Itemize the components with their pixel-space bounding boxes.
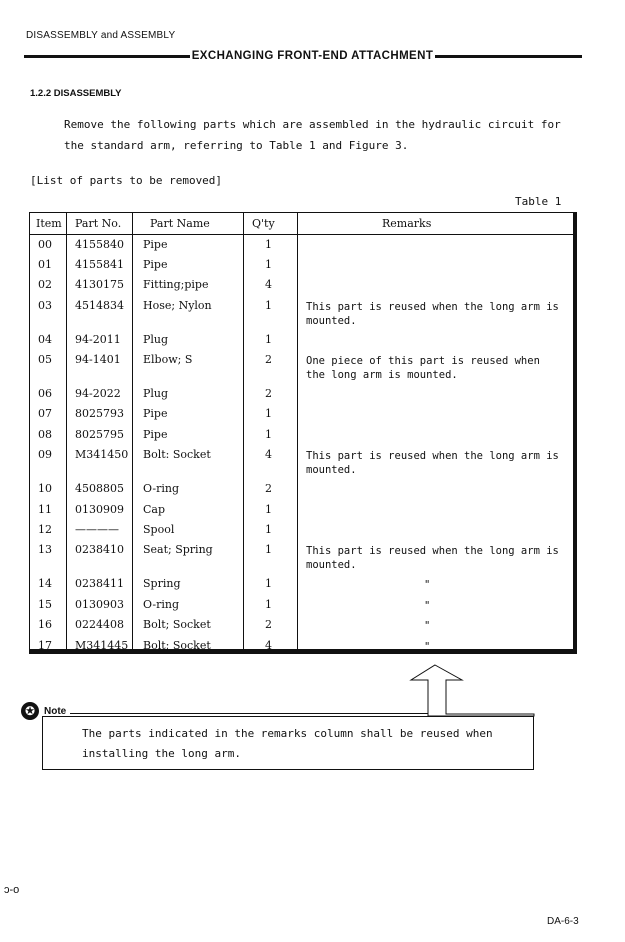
cell-part-name: Pipe bbox=[143, 238, 168, 251]
cell-item: 07 bbox=[38, 407, 52, 420]
cell-item: 11 bbox=[38, 503, 52, 516]
cell-qty: 1 bbox=[265, 523, 272, 536]
cell-remarks: This part is reused when the long arm is mounted. bbox=[306, 450, 559, 476]
cell-item: 08 bbox=[38, 428, 52, 441]
cell-qty: 1 bbox=[265, 577, 272, 590]
cell-part-no: 0238410 bbox=[75, 543, 124, 556]
running-title: DISASSEMBLY and ASSEMBLY bbox=[26, 30, 176, 41]
cell-remarks: " bbox=[424, 620, 431, 632]
table-label: Table 1 bbox=[515, 195, 562, 208]
page-code: DA-6-3 bbox=[547, 916, 579, 927]
cell-item: 15 bbox=[38, 598, 52, 611]
note-line: installing the long arm. bbox=[82, 747, 241, 760]
cell-item: 10 bbox=[38, 482, 52, 495]
cell-item: 00 bbox=[38, 238, 52, 251]
cell-qty: 4 bbox=[265, 448, 272, 461]
note-line: The parts indicated in the remarks column shall be reused when bbox=[82, 727, 493, 740]
cell-item: 14 bbox=[38, 577, 52, 590]
cell-item: 04 bbox=[38, 333, 52, 346]
cell-item: 17 bbox=[38, 639, 52, 652]
cell-part-name: Hose; Nylon bbox=[143, 299, 212, 312]
cell-qty: 1 bbox=[265, 598, 272, 611]
cell-part-no: M341445 bbox=[75, 639, 129, 652]
cell-part-no: 8025795 bbox=[75, 428, 124, 441]
cell-item: 06 bbox=[38, 387, 52, 400]
cell-part-no: 4130175 bbox=[75, 278, 124, 291]
cell-qty: 1 bbox=[265, 503, 272, 516]
section-heading: 1.2.2 DISASSEMBLY bbox=[30, 88, 122, 99]
cell-qty: 4 bbox=[265, 639, 272, 652]
cell-item: 03 bbox=[38, 299, 52, 312]
cell-qty: 2 bbox=[265, 387, 272, 400]
note-icon: ✪ bbox=[21, 702, 39, 720]
cell-part-no: 4508805 bbox=[75, 482, 124, 495]
cell-qty: 1 bbox=[265, 238, 272, 251]
cell-item: 16 bbox=[38, 618, 52, 631]
cell-part-name: Bolt: Socket bbox=[143, 448, 211, 461]
note-label: Note bbox=[44, 706, 67, 717]
header-remarks: Remarks bbox=[382, 217, 432, 230]
cell-part-no: 94-2022 bbox=[75, 387, 121, 400]
cell-qty: 4 bbox=[265, 278, 272, 291]
cell-item: 05 bbox=[38, 353, 52, 366]
cell-part-name: Pipe bbox=[143, 258, 168, 271]
cell-part-no: ———— bbox=[75, 523, 119, 536]
cell-part-no: 0224408 bbox=[75, 618, 124, 631]
cell-qty: 1 bbox=[265, 299, 272, 312]
header-item: Item bbox=[36, 217, 62, 230]
cell-part-no: 0130909 bbox=[75, 503, 124, 516]
cell-part-no: 0130903 bbox=[75, 598, 124, 611]
cell-remarks: This part is reused when the long arm is mounted. bbox=[306, 301, 559, 327]
margin-mark: ɔ-o bbox=[4, 884, 20, 896]
cell-part-name: Bolt; Socket bbox=[143, 618, 211, 631]
cell-part-name: Elbow; S bbox=[143, 353, 193, 366]
cell-part-no: 94-1401 bbox=[75, 353, 121, 366]
cell-qty: 2 bbox=[265, 618, 272, 631]
cell-remarks: This part is reused when the long arm is mounted. bbox=[306, 545, 559, 571]
cell-qty: 1 bbox=[265, 428, 272, 441]
cell-item: 12 bbox=[38, 523, 52, 536]
cell-item: 01 bbox=[38, 258, 52, 271]
cell-part-name: O-ring bbox=[143, 598, 180, 611]
cell-part-name: Cap bbox=[143, 503, 166, 516]
cell-part-no: 8025793 bbox=[75, 407, 124, 420]
cell-remarks: One piece of this part is reused when the long arm is mounted. bbox=[306, 355, 540, 381]
header-part-no: Part No. bbox=[75, 217, 122, 230]
cell-qty: 1 bbox=[265, 407, 272, 420]
cell-part-name: O-ring bbox=[143, 482, 180, 495]
cell-item: 09 bbox=[38, 448, 52, 461]
paragraph-line: the standard arm, referring to Table 1 and Figure 3. bbox=[64, 139, 409, 152]
paragraph-line: Remove the following parts which are assembled in the hydraulic circuit for bbox=[64, 118, 561, 131]
cell-remarks: " bbox=[424, 600, 431, 612]
header-part-name: Part Name bbox=[150, 217, 210, 230]
cell-part-name: Pipe bbox=[143, 428, 168, 441]
cell-part-no: 4155841 bbox=[75, 258, 124, 271]
cell-item: 02 bbox=[38, 278, 52, 291]
section-title: EXCHANGING FRONT-END ATTACHMENT bbox=[191, 50, 434, 62]
cell-part-no: 94-2011 bbox=[75, 333, 121, 346]
note-text bbox=[82, 724, 493, 764]
cell-part-name: Spring bbox=[143, 577, 181, 590]
cell-part-no: 4155840 bbox=[75, 238, 124, 251]
header-qty: Q'ty bbox=[252, 217, 275, 230]
cell-part-no: 0238411 bbox=[75, 577, 124, 590]
note-rule bbox=[70, 713, 428, 714]
list-label: [List of parts to be removed] bbox=[30, 174, 223, 187]
cell-part-name: Fitting;pipe bbox=[143, 278, 209, 291]
cell-item: 13 bbox=[38, 543, 52, 556]
cell-part-no: M341450 bbox=[75, 448, 129, 461]
cell-qty: 1 bbox=[265, 543, 272, 556]
cell-qty: 1 bbox=[265, 333, 272, 346]
cell-part-name: Plug bbox=[143, 387, 169, 400]
cell-part-name: Bolt; Socket bbox=[143, 639, 211, 652]
cell-remarks: " bbox=[424, 641, 431, 653]
cell-part-name: Seat; Spring bbox=[143, 543, 213, 556]
cell-qty: 1 bbox=[265, 258, 272, 271]
cell-part-no: 4514834 bbox=[75, 299, 124, 312]
cell-part-name: Spool bbox=[143, 523, 175, 536]
cell-qty: 2 bbox=[265, 353, 272, 366]
cell-part-name: Plug bbox=[143, 333, 169, 346]
cell-qty: 2 bbox=[265, 482, 272, 495]
cell-part-name: Pipe bbox=[143, 407, 168, 420]
cell-remarks: " bbox=[424, 579, 431, 591]
